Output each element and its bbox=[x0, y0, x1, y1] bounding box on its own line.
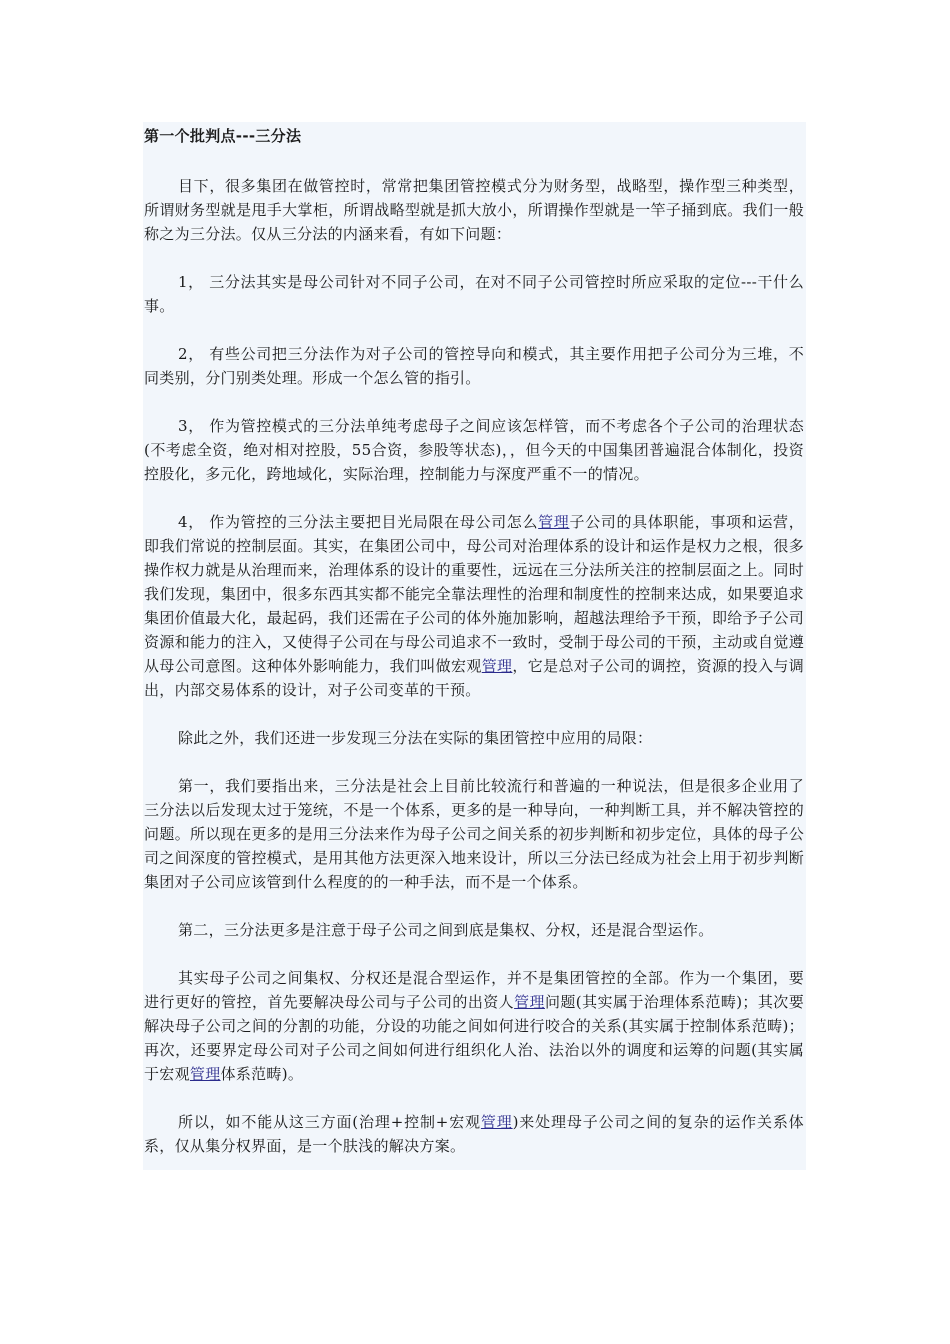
article-heading: 第一个批判点---三分法 bbox=[144, 127, 302, 145]
paragraph-point-2: 2， 有些公司把三分法作为对子公司的管控导向和模式，其主要作用把子公司分为三堆，不同类别，分门别类处理。形成一个怎么管的指引。 bbox=[144, 345, 804, 387]
link-management[interactable]: 管理 bbox=[189, 1065, 221, 1083]
link-management[interactable]: 管理 bbox=[514, 993, 545, 1011]
paragraph-explanation-text-c: 体系范畴)。 bbox=[220, 1065, 304, 1083]
paragraph-point-4-text-b: 子公司的具体职能，事项和运营，即我们常说的控制层面。其实，在集团公司中，母公司对治理体系的设计和运作是权力之根，很多操作权力就是从治理而来，治理体系的设计的重要性，远远在三分法所关注的控制层面之上。同时我们发现，集团中，很多东西其实都不能完全靠法理性的治理和制度性的控制来达成，如果要追求集团价值最大化，最起码，我们还需在子公司的体外施加影响，超越法理给予干预，即给予子公司资源和能力的注入，又使得子公司在与母公司追求不一致时，受制于母公司的干预，主动或自觉遵从母公司意图。这种体外影响能力，我们叫做宏观 bbox=[144, 513, 804, 675]
paragraph-point-4-text-c: ，它是总对子公司的调控，资源的投入与调出，内部交易体系的设计，对子公司变革的干预。 bbox=[144, 657, 804, 699]
paragraph-second-limitation: 第二，三分法更多是注意于母子公司之间到底是集权、分权，还是混合型运作。 bbox=[178, 921, 714, 939]
paragraph-conclusion-text-a: 所以，如不能从这三方面(治理+控制+宏观 bbox=[178, 1113, 481, 1131]
link-management[interactable]: 管理 bbox=[480, 1113, 513, 1131]
paragraph-intro: 目下，很多集团在做管控时，常常把集团管控模式分为财务型，战略型，操作型三种类型，所谓财务型就是甩手大掌柜，所谓战略型就是抓大放小，所谓操作型就是一竿子捅到底。我们一般称之为三分法。仅从三分法的内涵来看，有如下问题： bbox=[144, 177, 804, 243]
link-management[interactable]: 管理 bbox=[481, 657, 513, 675]
paragraph-point-4-text-a: 4， 作为管控的三分法主要把目光局限在母公司怎么 bbox=[178, 513, 539, 531]
paragraph-explanation-text-a: 其实母子公司之间集权、分权还是混合型运作，并不是集团管控的全部。作为一个集团，要进行更好的管控，首先要解决母公司与子公司的出资人 bbox=[144, 969, 804, 1011]
paragraph-conclusion-text-b: )来处理母子公司之间的复杂的运作关系体系，仅从集分权界面，是一个肤浅的解决方案。 bbox=[144, 1113, 804, 1155]
paragraph-first-limitation: 第一，我们要指出来，三分法是社会上目前比较流行和普遍的一种说法，但是很多企业用了三分法以后发现太过于笼统，不是一个体系，更多的是一种导向，一种判断工具，并不解决管控的问题。所以现在更多的是用三分法来作为母子公司之间关系的初步判断和初步定位，具体的母子公司之间深度的管控模式，是用其他方法更深入地来设计，所以三分法已经成为社会上用于初步判断集团对子公司应该管到什么程度的的一种手法，而不是一个体系。 bbox=[144, 777, 804, 891]
paragraph-point-1: 1， 三分法其实是母公司针对不同子公司，在对不同子公司管控时所应采取的定位---干什么事。 bbox=[144, 273, 804, 315]
paragraph-explanation-text-b: 问题(其实属于治理体系范畴)；其次要解决母子公司之间的分割的功能，分设的功能之间如何进行咬合的关系(其实属于控制体系范畴)；再次，还要界定母公司对子公司之间如何进行组织化人治、法治以外的调度和运筹的问题(其实属于宏观 bbox=[144, 993, 804, 1083]
paragraph-limitations-intro: 除此之外，我们还进一步发现三分法在实际的集团管控中应用的局限： bbox=[178, 729, 653, 747]
paragraph-point-3: 3， 作为管控模式的三分法单纯考虑母子之间应该怎样管，而不考虑各个子公司的治理状态(不考虑全资，绝对相对控股，55合资，参股等状态)，，但今天的中国集团普遍混合体制化，投资控股化，多元化，跨地域化，实际治理，控制能力与深度严重不一的情况。 bbox=[144, 417, 804, 483]
paragraph-conclusion bbox=[144, 1110, 804, 1158]
article bbox=[144, 124, 804, 1158]
link-management[interactable]: 管理 bbox=[538, 513, 570, 531]
paragraph-explanation bbox=[144, 966, 804, 1086]
paragraph-point-4 bbox=[144, 510, 804, 702]
